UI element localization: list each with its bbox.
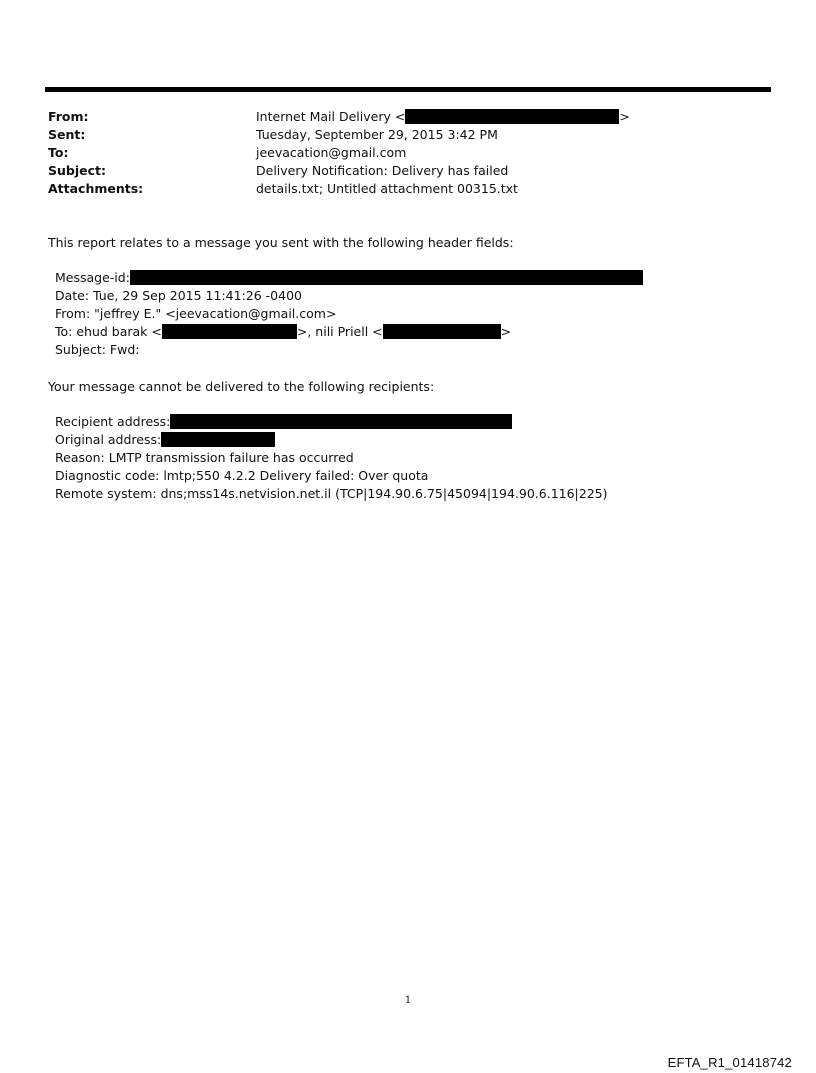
- to-middle: >, nili Priell <: [296, 324, 383, 339]
- redaction-box: [170, 414, 512, 429]
- redaction-box: [162, 324, 297, 339]
- recipient-details: [55, 413, 608, 503]
- from-value: [256, 108, 630, 126]
- from-label: From:: [48, 109, 89, 124]
- message-id-line: [55, 269, 643, 287]
- subject-value: Delivery Notification: Delivery has failed: [256, 163, 509, 178]
- header-divider: [45, 87, 771, 92]
- page-number: 1: [404, 995, 412, 1006]
- from-row: [48, 108, 768, 126]
- original-address-line: [55, 431, 608, 449]
- subject-line: Subject: Fwd:: [55, 342, 140, 357]
- recipient-address-line: [55, 413, 608, 431]
- message-id-label: Message-id:: [55, 270, 130, 285]
- diagnostic-line: Diagnostic code: lmtp;550 4.2.2 Delivery failed: Over quota: [55, 468, 429, 483]
- redaction-box: [405, 109, 619, 124]
- from-text: Internet Mail Delivery <: [256, 109, 406, 124]
- attachments-row: [48, 180, 768, 198]
- to-line: [55, 323, 643, 341]
- email-header: [48, 108, 768, 198]
- to-value: jeevacation@gmail.com: [256, 145, 407, 160]
- subject-row: [48, 162, 768, 180]
- attachments-value[interactable]: details.txt; Untitled attachment 00315.txt: [256, 181, 518, 196]
- sent-row: [48, 126, 768, 144]
- to-prefix: To: ehud barak <: [55, 324, 162, 339]
- document-id: EFTA_R1_01418742: [667, 1055, 792, 1070]
- reason-line: Reason: LMTP transmission failure has occurred: [55, 450, 354, 465]
- recipient-address-label: Recipient address:: [55, 414, 171, 429]
- to-suffix: >: [500, 324, 512, 339]
- failure-intro: Your message cannot be delivered to the following recipients:: [48, 379, 435, 394]
- from-tail: >: [619, 109, 630, 124]
- attachments-label: Attachments:: [48, 181, 144, 196]
- redaction-box: [383, 324, 501, 339]
- subject-label: Subject:: [48, 163, 106, 178]
- redaction-box: [161, 432, 275, 447]
- remote-system-line: Remote system: dns;mss14s.netvision.net.il (TCP|194.90.6.75|45094|194.90.6.116|225): [55, 486, 608, 501]
- to-row: [48, 144, 768, 162]
- date-line: Date: Tue, 29 Sep 2015 11:41:26 -0400: [55, 288, 302, 303]
- report-intro: This report relates to a message you sent with the following header fields:: [48, 235, 514, 250]
- sent-value: Tuesday, September 29, 2015 3:42 PM: [256, 127, 498, 142]
- to-label: To:: [48, 145, 69, 160]
- redaction-box: [130, 270, 643, 285]
- from-line: From: "jeffrey E." <jeevacation@gmail.com>: [55, 306, 337, 321]
- original-headers: [55, 269, 643, 359]
- sent-label: Sent:: [48, 127, 86, 142]
- original-address-label: Original address:: [55, 432, 162, 447]
